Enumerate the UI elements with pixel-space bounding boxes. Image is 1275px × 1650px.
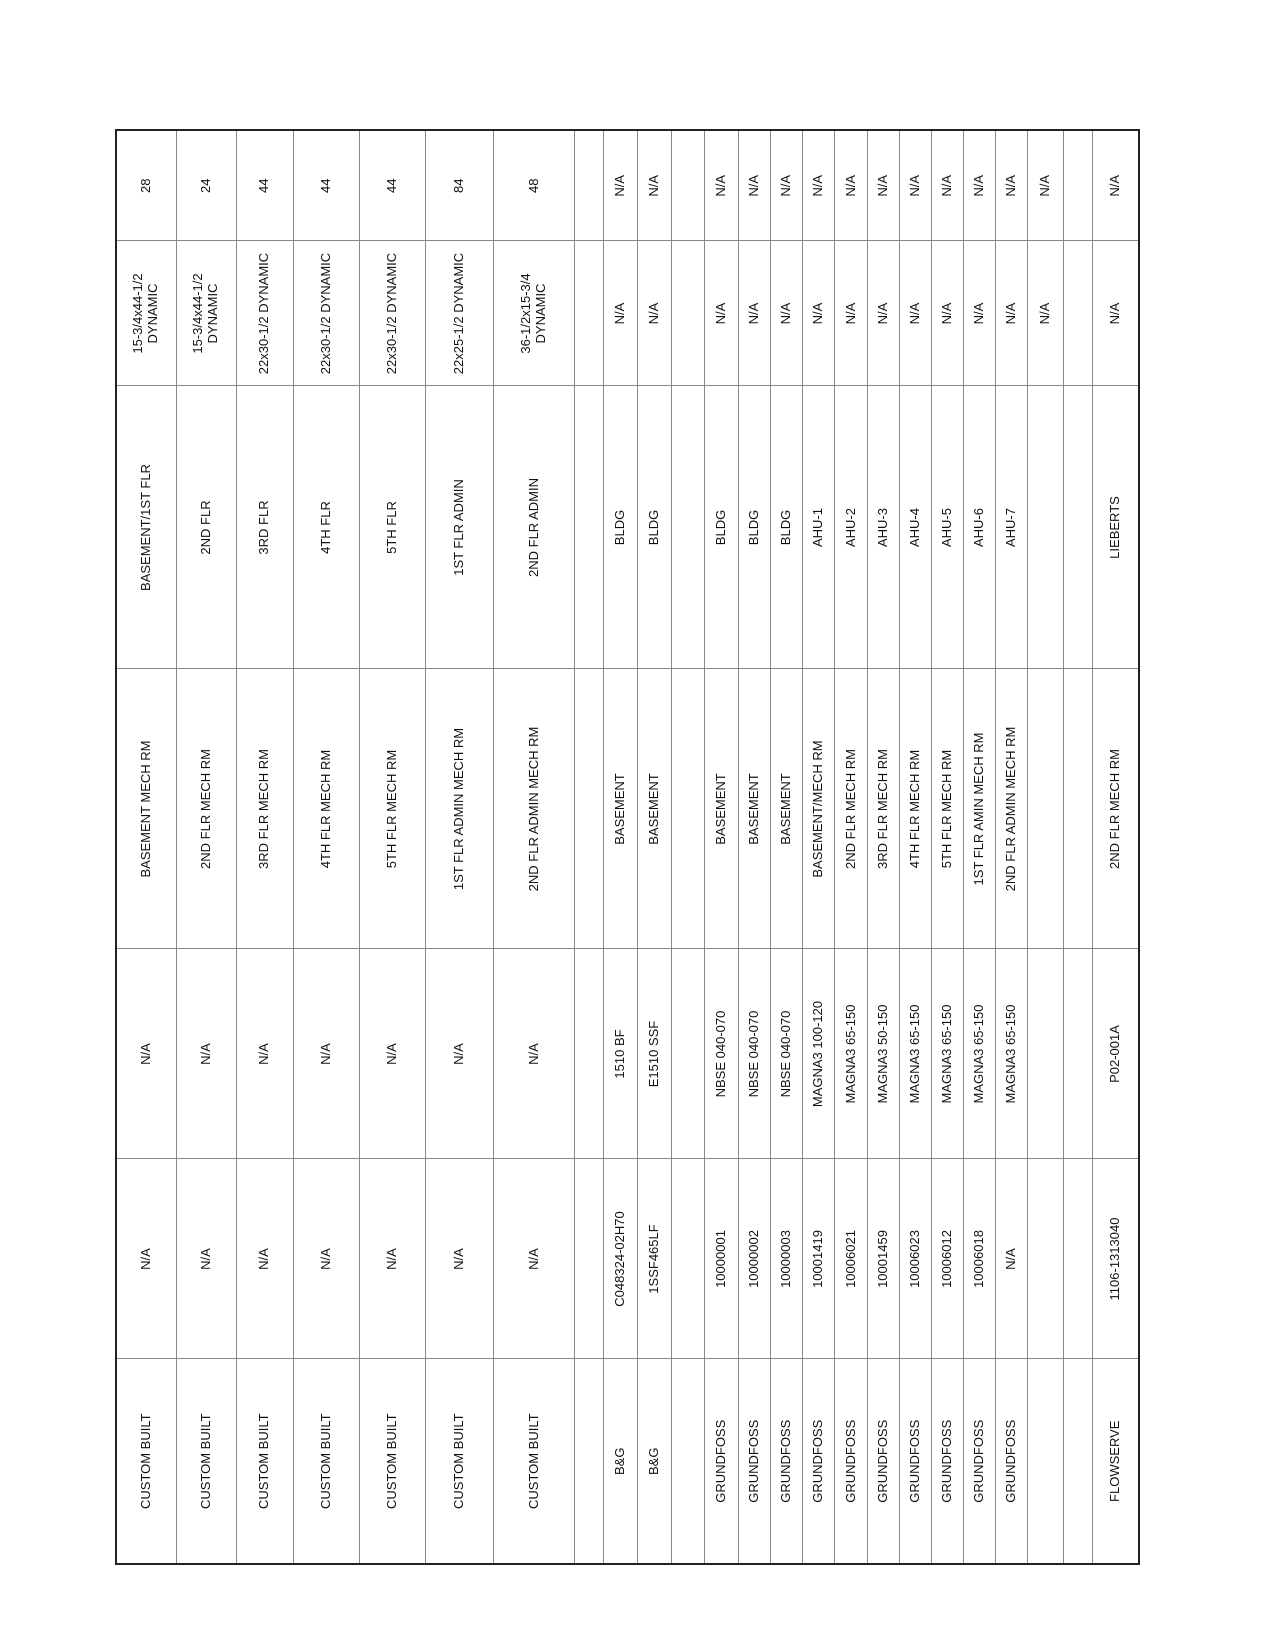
filter-size-cell: N/A bbox=[771, 241, 803, 386]
manufacturer-cell: GRUNDFOSS bbox=[803, 1359, 835, 1564]
serves-cell: BLDG bbox=[638, 386, 671, 669]
quantity-cell: N/A bbox=[899, 130, 931, 241]
location-cell bbox=[1028, 669, 1063, 949]
quantity-cell: 44 bbox=[293, 130, 359, 241]
filter-size-cell: N/A bbox=[704, 241, 738, 386]
serves-cell: 3RD FLR bbox=[236, 386, 293, 669]
quantity-cell: N/A bbox=[867, 130, 899, 241]
manufacturer-cell: CUSTOM BUILT bbox=[116, 1359, 176, 1564]
model-cell: 1510 BF bbox=[604, 949, 638, 1159]
quantity-cell: N/A bbox=[604, 130, 638, 241]
serves-cell: 2ND FLR ADMIN bbox=[494, 386, 575, 669]
serial-number-cell: N/A bbox=[236, 1159, 293, 1359]
filter-size-cell: N/A bbox=[931, 241, 963, 386]
model-cell: MAGNA3 50-150 bbox=[867, 949, 899, 1159]
quantity-cell: 48 bbox=[494, 130, 575, 241]
location-cell: BASEMENT bbox=[771, 669, 803, 949]
location-cell: 1ST FLR ADMIN MECH RM bbox=[425, 669, 493, 949]
location-cell: BASEMENT MECH RM bbox=[116, 669, 176, 949]
table-row bbox=[996, 130, 1028, 1564]
serves-cell: 4TH FLR bbox=[293, 386, 359, 669]
serial-number-cell: 10000003 bbox=[771, 1159, 803, 1359]
table-row bbox=[293, 130, 359, 1564]
quantity-cell: 84 bbox=[425, 130, 493, 241]
quantity-cell: N/A bbox=[996, 130, 1028, 241]
table-row bbox=[236, 130, 293, 1564]
model-cell: MAGNA3 65-150 bbox=[835, 949, 867, 1159]
table-row bbox=[899, 130, 931, 1564]
filter-size-cell: N/A bbox=[996, 241, 1028, 386]
filter-size-cell bbox=[671, 241, 704, 386]
table-row bbox=[1028, 130, 1063, 1564]
location-cell bbox=[671, 669, 704, 949]
table-row bbox=[738, 130, 770, 1564]
model-cell: N/A bbox=[116, 949, 176, 1159]
table-row bbox=[638, 130, 671, 1564]
model-cell: P02-001A bbox=[1092, 949, 1139, 1159]
location-cell: BASEMENT/MECH RM bbox=[803, 669, 835, 949]
location-cell bbox=[575, 669, 604, 949]
table-row bbox=[771, 130, 803, 1564]
serves-cell: AHU-4 bbox=[899, 386, 931, 669]
location-cell: 2ND FLR MECH RM bbox=[835, 669, 867, 949]
manufacturer-cell: CUSTOM BUILT bbox=[293, 1359, 359, 1564]
serial-number-cell: 1106-1313040 bbox=[1092, 1159, 1139, 1359]
serial-number-cell bbox=[1028, 1159, 1063, 1359]
manufacturer-cell: GRUNDFOSS bbox=[996, 1359, 1028, 1564]
filter-size-cell: 15-3/4x44-1/2 DYNAMIC bbox=[176, 241, 236, 386]
location-cell: BASEMENT bbox=[604, 669, 638, 949]
filter-size-cell: N/A bbox=[803, 241, 835, 386]
manufacturer-cell: CUSTOM BUILT bbox=[236, 1359, 293, 1564]
model-cell: N/A bbox=[425, 949, 493, 1159]
quantity-cell bbox=[671, 130, 704, 241]
table-row bbox=[835, 130, 867, 1564]
table-row bbox=[116, 130, 176, 1564]
quantity-cell: 28 bbox=[116, 130, 176, 241]
filter-size-cell: 22x30-1/2 DYNAMIC bbox=[360, 241, 425, 386]
quantity-cell bbox=[575, 130, 604, 241]
table-row bbox=[931, 130, 963, 1564]
serial-number-cell bbox=[671, 1159, 704, 1359]
manufacturer-cell: GRUNDFOSS bbox=[964, 1359, 996, 1564]
quantity-cell: N/A bbox=[704, 130, 738, 241]
serial-number-cell: 10006023 bbox=[899, 1159, 931, 1359]
manufacturer-cell: CUSTOM BUILT bbox=[494, 1359, 575, 1564]
table-row bbox=[360, 130, 425, 1564]
serves-cell: AHU-7 bbox=[996, 386, 1028, 669]
location-cell: 5TH FLR MECH RM bbox=[931, 669, 963, 949]
filter-size-cell: N/A bbox=[1028, 241, 1063, 386]
quantity-cell: N/A bbox=[1092, 130, 1139, 241]
serial-number-cell: 1SSF465LF bbox=[638, 1159, 671, 1359]
serves-cell: BLDG bbox=[771, 386, 803, 669]
table-row bbox=[176, 130, 236, 1564]
table-row bbox=[803, 130, 835, 1564]
quantity-cell: N/A bbox=[771, 130, 803, 241]
serves-cell: 1ST FLR ADMIN bbox=[425, 386, 493, 669]
quantity-cell: 44 bbox=[236, 130, 293, 241]
serial-number-cell: 10001459 bbox=[867, 1159, 899, 1359]
manufacturer-cell: GRUNDFOSS bbox=[738, 1359, 770, 1564]
filter-size-cell: N/A bbox=[604, 241, 638, 386]
location-cell: BASEMENT bbox=[704, 669, 738, 949]
location-cell: 2ND FLR MECH RM bbox=[1092, 669, 1139, 949]
manufacturer-cell bbox=[575, 1359, 604, 1564]
quantity-cell: N/A bbox=[1028, 130, 1063, 241]
quantity-cell: N/A bbox=[638, 130, 671, 241]
quantity-cell: N/A bbox=[931, 130, 963, 241]
filter-size-cell bbox=[575, 241, 604, 386]
filter-size-cell: 15-3/4x44-1/2 DYNAMIC bbox=[116, 241, 176, 386]
rotated-sheet bbox=[115, 131, 1140, 1565]
manufacturer-cell: CUSTOM BUILT bbox=[425, 1359, 493, 1564]
manufacturer-cell bbox=[1063, 1359, 1092, 1564]
serves-cell: BLDG bbox=[604, 386, 638, 669]
filter-size-cell bbox=[1063, 241, 1092, 386]
serves-cell: AHU-3 bbox=[867, 386, 899, 669]
location-cell: 4TH FLR MECH RM bbox=[899, 669, 931, 949]
location-cell: 2ND FLR MECH RM bbox=[176, 669, 236, 949]
serial-number-cell: N/A bbox=[425, 1159, 493, 1359]
location-cell: 5TH FLR MECH RM bbox=[360, 669, 425, 949]
location-cell bbox=[1063, 669, 1092, 949]
serial-number-cell: N/A bbox=[176, 1159, 236, 1359]
table-row bbox=[704, 130, 738, 1564]
location-cell: 4TH FLR MECH RM bbox=[293, 669, 359, 949]
serial-number-cell: 10001419 bbox=[803, 1159, 835, 1359]
model-cell: MAGNA3 65-150 bbox=[931, 949, 963, 1159]
serial-number-cell: N/A bbox=[494, 1159, 575, 1359]
serves-cell: 2ND FLR bbox=[176, 386, 236, 669]
filter-size-cell: 22x30-1/2 DYNAMIC bbox=[236, 241, 293, 386]
manufacturer-cell: FLOWSERVE bbox=[1092, 1359, 1139, 1564]
serial-number-cell: N/A bbox=[996, 1159, 1028, 1359]
quantity-cell: N/A bbox=[738, 130, 770, 241]
quantity-cell: N/A bbox=[835, 130, 867, 241]
filter-size-cell: N/A bbox=[899, 241, 931, 386]
model-cell bbox=[671, 949, 704, 1159]
filter-size-cell: N/A bbox=[964, 241, 996, 386]
serial-number-cell bbox=[1063, 1159, 1092, 1359]
serial-number-cell: N/A bbox=[293, 1159, 359, 1359]
manufacturer-cell: GRUNDFOSS bbox=[867, 1359, 899, 1564]
manufacturer-cell bbox=[1028, 1359, 1063, 1564]
quantity-cell: 24 bbox=[176, 130, 236, 241]
manufacturer-cell: CUSTOM BUILT bbox=[176, 1359, 236, 1564]
model-cell bbox=[575, 949, 604, 1159]
serves-cell bbox=[1063, 386, 1092, 669]
serves-cell: LIEBERTS bbox=[1092, 386, 1139, 669]
manufacturer-cell: B&G bbox=[604, 1359, 638, 1564]
filter-size-cell: 22x25-1/2 DYNAMIC bbox=[425, 241, 493, 386]
serves-cell: AHU-6 bbox=[964, 386, 996, 669]
quantity-cell: N/A bbox=[964, 130, 996, 241]
serial-number-cell: 10006018 bbox=[964, 1159, 996, 1359]
location-cell: 3RD FLR MECH RM bbox=[236, 669, 293, 949]
equipment-table-body bbox=[116, 130, 1139, 1564]
table-row bbox=[867, 130, 899, 1564]
serial-number-cell: N/A bbox=[360, 1159, 425, 1359]
serial-number-cell: 10000001 bbox=[704, 1159, 738, 1359]
filter-size-cell: N/A bbox=[867, 241, 899, 386]
serves-cell: AHU-2 bbox=[835, 386, 867, 669]
table-row bbox=[575, 130, 604, 1564]
quantity-cell bbox=[1063, 130, 1092, 241]
manufacturer-cell: GRUNDFOSS bbox=[704, 1359, 738, 1564]
filter-size-cell: 22x30-1/2 DYNAMIC bbox=[293, 241, 359, 386]
manufacturer-cell: GRUNDFOSS bbox=[899, 1359, 931, 1564]
serial-number-cell: 10000002 bbox=[738, 1159, 770, 1359]
manufacturer-cell bbox=[671, 1359, 704, 1564]
equipment-schedule-table bbox=[115, 129, 1140, 1565]
model-cell: MAGNA3 65-150 bbox=[899, 949, 931, 1159]
serves-cell bbox=[1028, 386, 1063, 669]
filter-size-cell: N/A bbox=[638, 241, 671, 386]
quantity-cell: N/A bbox=[803, 130, 835, 241]
manufacturer-cell: GRUNDFOSS bbox=[771, 1359, 803, 1564]
serial-number-cell bbox=[575, 1159, 604, 1359]
serial-number-cell: C048324-02H70 bbox=[604, 1159, 638, 1359]
table-row bbox=[425, 130, 493, 1564]
model-cell: E1510 SSF bbox=[638, 949, 671, 1159]
manufacturer-cell: GRUNDFOSS bbox=[835, 1359, 867, 1564]
location-cell: BASEMENT bbox=[638, 669, 671, 949]
table-row bbox=[1063, 130, 1092, 1564]
location-cell: BASEMENT bbox=[738, 669, 770, 949]
model-cell: N/A bbox=[236, 949, 293, 1159]
serves-cell: BASEMENT/1ST FLR bbox=[116, 386, 176, 669]
manufacturer-cell: GRUNDFOSS bbox=[931, 1359, 963, 1564]
model-cell bbox=[1028, 949, 1063, 1159]
serves-cell: BLDG bbox=[738, 386, 770, 669]
serves-cell: 5TH FLR bbox=[360, 386, 425, 669]
serial-number-cell: 10006021 bbox=[835, 1159, 867, 1359]
model-cell: MAGNA3 65-150 bbox=[996, 949, 1028, 1159]
serial-number-cell: 10006012 bbox=[931, 1159, 963, 1359]
table-row bbox=[604, 130, 638, 1564]
serves-cell bbox=[671, 386, 704, 669]
table-row bbox=[1092, 130, 1139, 1564]
manufacturer-cell: CUSTOM BUILT bbox=[360, 1359, 425, 1564]
filter-size-cell: N/A bbox=[738, 241, 770, 386]
serves-cell: AHU-5 bbox=[931, 386, 963, 669]
serves-cell: BLDG bbox=[704, 386, 738, 669]
table-row bbox=[964, 130, 996, 1564]
filter-size-cell: N/A bbox=[1092, 241, 1139, 386]
model-cell: N/A bbox=[494, 949, 575, 1159]
model-cell: MAGNA3 100-120 bbox=[803, 949, 835, 1159]
table-row bbox=[494, 130, 575, 1564]
filter-size-cell: 36-1/2x15-3/4 DYNAMIC bbox=[494, 241, 575, 386]
serial-number-cell: N/A bbox=[116, 1159, 176, 1359]
location-cell: 3RD FLR MECH RM bbox=[867, 669, 899, 949]
model-cell: N/A bbox=[176, 949, 236, 1159]
location-cell: 1ST FLR AMIN MECH RM bbox=[964, 669, 996, 949]
model-cell: NBSE 040-070 bbox=[771, 949, 803, 1159]
quantity-cell: 44 bbox=[360, 130, 425, 241]
location-cell: 2ND FLR ADMIN MECH RM bbox=[996, 669, 1028, 949]
filter-size-cell: N/A bbox=[835, 241, 867, 386]
serves-cell bbox=[575, 386, 604, 669]
model-cell: N/A bbox=[360, 949, 425, 1159]
table-row bbox=[671, 130, 704, 1564]
model-cell bbox=[1063, 949, 1092, 1159]
model-cell: N/A bbox=[293, 949, 359, 1159]
manufacturer-cell: B&G bbox=[638, 1359, 671, 1564]
serves-cell: AHU-1 bbox=[803, 386, 835, 669]
model-cell: NBSE 040-070 bbox=[738, 949, 770, 1159]
location-cell: 2ND FLR ADMIN MECH RM bbox=[494, 669, 575, 949]
model-cell: NBSE 040-070 bbox=[704, 949, 738, 1159]
model-cell: MAGNA3 65-150 bbox=[964, 949, 996, 1159]
